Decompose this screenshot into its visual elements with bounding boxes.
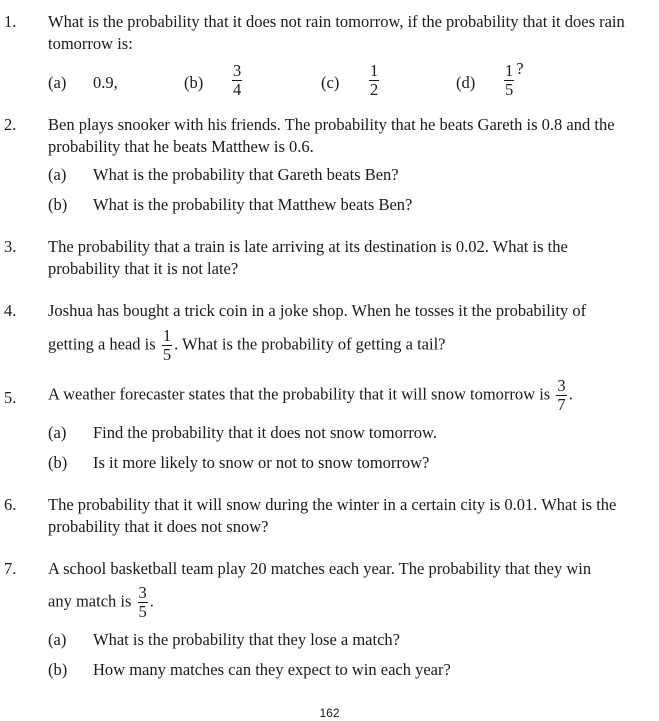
option-c-label: (c)	[321, 73, 340, 92]
numerator: 1	[505, 61, 514, 80]
question-text-line1: Joshua has bought a trick coin in a joke shop. When he tosses it the probability of	[48, 301, 587, 320]
option-a	[48, 72, 118, 94]
question-text: What is the probability that it does not rain tomorrow, if the probability that it does rain tomorrow is:	[48, 12, 625, 53]
numerator: 3	[138, 583, 147, 602]
denominator: 5	[138, 602, 147, 621]
question-text-line2	[48, 327, 640, 364]
part-text: What is the probability that Gareth beats Ben?	[93, 165, 399, 184]
part-label: (b)	[48, 660, 68, 679]
denominator: 4	[233, 80, 242, 99]
question-number: 3.	[4, 237, 17, 256]
question-text: The probability that a train is late arriving at its destination is 0.02. What is the probability that it is not late?	[48, 237, 568, 278]
text-before-fraction: getting a head is	[48, 334, 156, 354]
text-after-fraction: . What is the probability of getting a tail?	[174, 334, 446, 354]
option-label: (a)	[48, 73, 67, 92]
denominator: 7	[557, 395, 566, 414]
text-after-fraction: .	[568, 384, 573, 404]
option-b-label: (b)	[184, 73, 204, 92]
part-label: (b)	[48, 453, 68, 472]
part-label: (a)	[48, 630, 67, 649]
question-text-line1: A school basketball team play 20 matches each year. The probability that they win	[48, 559, 592, 578]
question-text	[48, 377, 640, 414]
question-number: 4.	[4, 301, 17, 320]
part-text: Is it more likely to snow or not to snow tomorrow?	[93, 453, 430, 472]
option-value: 0.9,	[93, 73, 118, 92]
question-number: 6.	[4, 495, 17, 514]
denominator: 2	[370, 80, 379, 99]
text-after-fraction: .	[149, 591, 154, 611]
part-label: (a)	[48, 165, 67, 184]
question-text-line2	[48, 584, 640, 621]
question-number: 2.	[4, 115, 17, 134]
question-number: 1.	[4, 12, 17, 31]
option-b-fraction	[230, 62, 244, 99]
option-d-label: (d)	[456, 73, 476, 92]
question-number: 7.	[4, 559, 17, 578]
option-suffix: ?	[516, 59, 524, 79]
numerator: 3	[233, 61, 242, 80]
part-label: (a)	[48, 423, 67, 442]
part-text: Find the probability that it does not snow tomorrow.	[93, 423, 438, 442]
text-before-fraction: A weather forecaster states that the probability that it will snow tomorrow is	[48, 384, 551, 404]
numerator: 3	[557, 376, 566, 395]
question-number: 5.	[4, 388, 17, 407]
option-c-fraction	[367, 62, 381, 99]
numerator: 1	[370, 61, 379, 80]
part-text: How many matches can they expect to win each year?	[93, 660, 451, 679]
part-text: What is the probability that Matthew beats Ben?	[93, 195, 413, 214]
page-number: 162	[319, 706, 340, 720]
numerator: 1	[162, 326, 172, 345]
denominator: 5	[162, 345, 172, 364]
option-d-fraction	[502, 59, 524, 99]
denominator: 5	[505, 80, 514, 99]
question-1-options	[0, 59, 659, 104]
question-text: Ben plays snooker with his friends. The probability that he beats Gareth is 0.8 and the probability that he beats Matthew is 0.6.	[48, 115, 615, 156]
text-before-fraction: any match is	[48, 591, 132, 611]
question-text: The probability that it will snow during the winter in a certain city is 0.01. What is the probability that it does not snow?	[48, 495, 617, 536]
part-text: What is the probability that they lose a match?	[93, 630, 400, 649]
part-label: (b)	[48, 195, 68, 214]
